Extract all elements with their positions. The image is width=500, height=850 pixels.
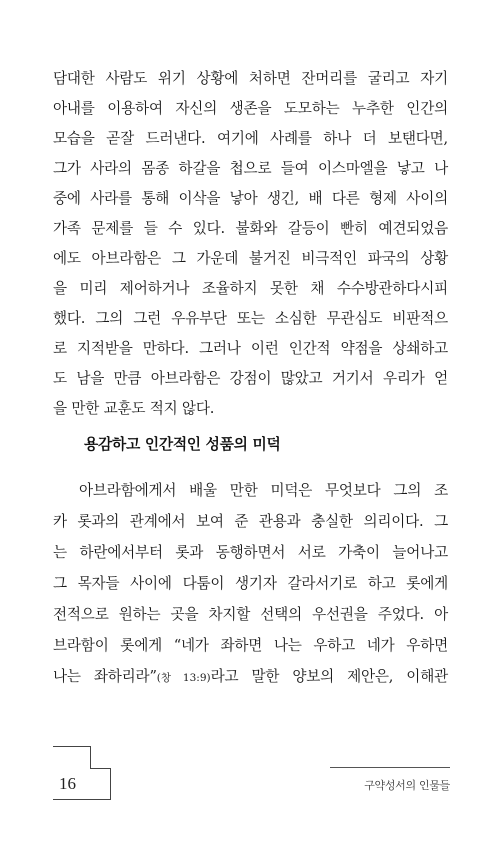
footer-frame-line bbox=[53, 746, 91, 747]
text-line: 로 지적받을 만하다. 그러나 이런 인간적 약점을 상쇄하고 bbox=[53, 340, 448, 357]
page-number: 16 bbox=[59, 774, 76, 793]
text-line: 아브라함에게서 배울 만한 미덕은 무엇보다 그의 조 bbox=[79, 482, 448, 499]
text-line: 브라함이 롯에게 “네가 좌하면 나는 우하고 네가 우하면 bbox=[53, 637, 448, 654]
text-line: 에도 아브라함은 그 가운데 불거진 비극적인 파국의 상황 bbox=[53, 250, 448, 267]
text-fragment: 라고 말한 양보의 제안은, 이해관 bbox=[210, 668, 448, 685]
text-line: 모습을 곧잘 드러낸다. 여기에 사례를 하나 더 보탠다면, bbox=[53, 130, 448, 147]
footer-frame-line bbox=[90, 746, 91, 769]
text-line-with-citation bbox=[53, 662, 448, 692]
text-line: 는 하란에서부터 롯과 동행하면서 서로 가축이 늘어나고 bbox=[53, 544, 448, 561]
footer-frame-line bbox=[53, 799, 110, 800]
text-line: 그 목자들 사이에 다툼이 생기자 갈라서기로 하고 롯에게 bbox=[53, 575, 448, 592]
footer-rule bbox=[330, 767, 450, 768]
text-line: 가족 문제를 들 수 있다. 불화와 갈등이 빤히 예견되었음 bbox=[53, 220, 448, 237]
text-line: 아내를 이용하여 자신의 생존을 도모하는 누추한 인간의 bbox=[53, 100, 448, 117]
text-line: 했다. 그의 그런 우유부단 또는 소심한 무관심도 비판적으 bbox=[53, 310, 448, 327]
text-line: 카 롯과의 관계에서 보여 준 관용과 충실한 의리이다. 그 bbox=[53, 513, 448, 530]
text-line: 을 만한 교훈도 적지 않다. bbox=[53, 400, 215, 417]
text-line: 도 남을 만큼 아브라함은 강점이 많았고 거기서 우리가 얻 bbox=[53, 370, 448, 387]
scripture-citation: (창 13:9) bbox=[156, 672, 211, 684]
running-title: 구약성서의 인물들 bbox=[364, 779, 450, 792]
footer-frame-line bbox=[90, 768, 110, 769]
text-line: 담대한 사람도 위기 상황에 처하면 잔머리를 굴리고 자기 bbox=[53, 70, 448, 87]
text-line: 전적으로 원하는 곳을 차지할 선택의 우선권을 주었다. 아 bbox=[53, 606, 448, 623]
text-line: 그가 사라의 몸종 하갈을 첩으로 들여 이스마엘을 낳고 나 bbox=[53, 160, 448, 177]
section-heading: 용감하고 인간적인 성품의 미덕 bbox=[84, 436, 281, 453]
footer-frame-line bbox=[110, 768, 111, 800]
text-line: 을 미리 제어하거나 조율하지 못한 채 수수방관하다시피 bbox=[53, 280, 448, 297]
text-fragment: 나는 좌하리라” bbox=[53, 668, 157, 685]
text-line: 중에 사라를 통해 이삭을 낳아 생긴, 배 다른 형제 사이의 bbox=[53, 190, 448, 207]
